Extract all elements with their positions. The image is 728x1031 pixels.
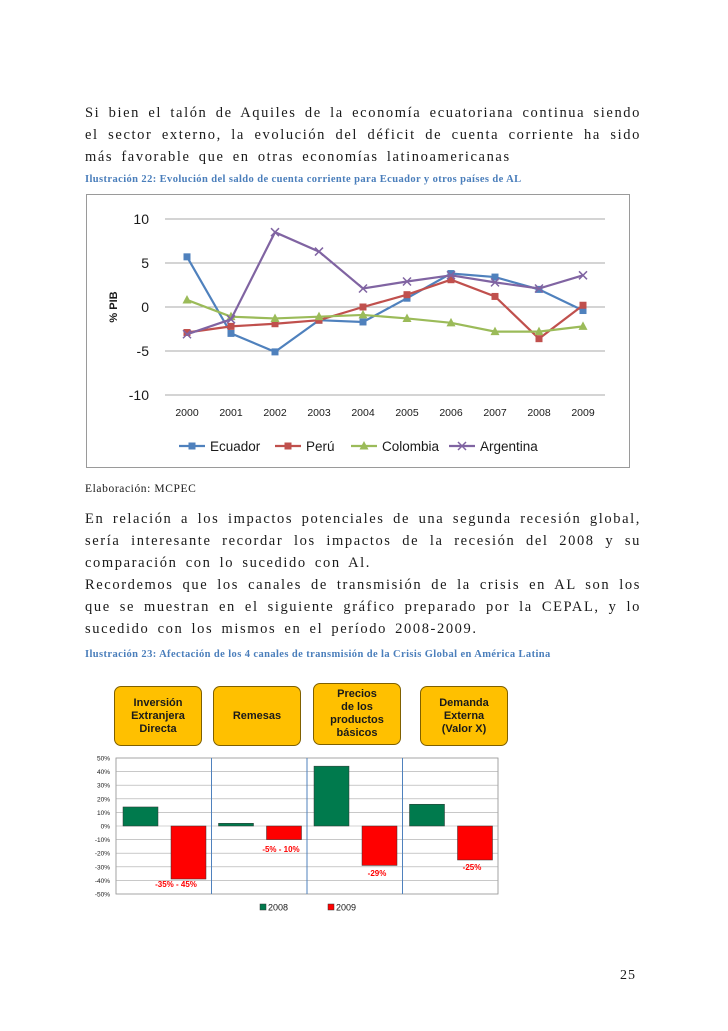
- bar-2009: [458, 826, 493, 860]
- bar-annotation: -25%: [462, 863, 482, 872]
- y-tick-label: -10%: [94, 837, 110, 845]
- series-line-colombia: [187, 300, 583, 332]
- bar-2008: [314, 766, 349, 826]
- data-point: [536, 335, 543, 342]
- legend-label: 2008: [268, 902, 289, 913]
- channel-box-fdi: Inversión Extranjera Directa: [114, 686, 202, 746]
- x-tick-label: 2009: [571, 407, 595, 419]
- bar-2008: [410, 804, 445, 826]
- y-tick-label: 30%: [96, 782, 110, 790]
- y-tick-label: 5: [141, 255, 149, 271]
- figure-22-caption: Ilustración 22: Evolución del saldo de cuenta corriente para Ecuador y otros países de AL: [85, 174, 522, 185]
- x-tick-label: 2006: [439, 407, 463, 419]
- x-tick-label: 2001: [219, 407, 243, 419]
- y-tick-label: 0%: [100, 823, 110, 831]
- x-tick-label: 2003: [307, 407, 331, 419]
- legend-label: Ecuador: [210, 439, 261, 454]
- data-point: [360, 318, 367, 325]
- y-tick-label: 10%: [96, 809, 110, 817]
- data-point: [189, 443, 196, 450]
- data-point: [184, 253, 191, 260]
- legend-swatch: [328, 904, 334, 910]
- channel-box-external-demand: Demanda Externa (Valor X): [420, 686, 508, 746]
- data-point: [183, 295, 192, 304]
- bar-2009: [171, 826, 206, 879]
- legend-label: 2009: [336, 902, 357, 913]
- series-line-argentina: [187, 232, 583, 334]
- data-point: [579, 321, 588, 330]
- recession-paragraph: En relación a los impactos potenciales de una segunda recesión global, sería interesante recordar los impactos de la recesión del 2008 y su comparación con lo sucedido con Al.: [85, 511, 641, 571]
- bar-2008: [123, 807, 158, 826]
- legend-label: Perú: [306, 439, 335, 454]
- data-point: [271, 228, 279, 236]
- channel-box-remittances: Remesas: [213, 686, 301, 746]
- legend-swatch: [260, 904, 266, 910]
- bar-2009: [267, 826, 302, 840]
- y-tick-label: -30%: [94, 864, 110, 872]
- y-tick-label: -10: [128, 387, 149, 403]
- data-point: [315, 248, 323, 256]
- bar-annotation: -35% - 45%: [155, 880, 197, 889]
- y-tick-label: -50%: [94, 891, 110, 899]
- current-account-line-chart: [87, 195, 629, 467]
- data-point: [360, 304, 367, 311]
- intro-paragraph: Si bien el talón de Aquiles de la economía ecuatoriana continua siendo el sector externo, la evolución del déficit de cuenta corriente ha sido más favorable que en otras economías latinoamericanas: [85, 105, 641, 165]
- channel-box-commodity-prices: Precios de los productos básicos: [313, 683, 401, 745]
- x-tick-label: 2005: [395, 407, 419, 419]
- x-tick-label: 2000: [175, 407, 199, 419]
- bar-annotation: -5% - 10%: [262, 845, 300, 854]
- data-point: [228, 323, 235, 330]
- y-tick-label: -5: [136, 343, 149, 359]
- transmission-paragraph: Recordemos que los canales de transmisión de la crisis en AL son los que se muestran en el siguiente gráfico preparado por la CEPAL, y lo sucedido con los mismos en el período 2008-2009.: [85, 577, 641, 637]
- data-point: [272, 348, 279, 355]
- data-point: [404, 291, 411, 298]
- x-tick-label: 2007: [483, 407, 507, 419]
- y-tick-label: 50%: [96, 755, 110, 763]
- y-tick-label: 20%: [96, 796, 110, 804]
- data-point: [580, 302, 587, 309]
- x-tick-label: 2002: [263, 407, 287, 419]
- page-number: 25: [620, 968, 636, 983]
- series-line-ecuador: [187, 257, 583, 352]
- y-tick-label: 40%: [96, 769, 110, 777]
- y-tick-label: 10: [133, 211, 149, 227]
- x-tick-label: 2008: [527, 407, 551, 419]
- data-point: [492, 293, 499, 300]
- y-tick-label: 0: [141, 299, 149, 315]
- bar-2009: [362, 826, 397, 865]
- source-note: Elaboración: MCPEC: [85, 483, 197, 495]
- legend-label: Argentina: [480, 439, 538, 454]
- y-axis-label: % PIB: [108, 291, 120, 323]
- bar-2008: [219, 823, 254, 826]
- x-tick-label: 2004: [351, 407, 375, 419]
- y-tick-label: -40%: [94, 877, 110, 885]
- y-tick-label: -20%: [94, 850, 110, 858]
- bar-annotation: -29%: [367, 869, 387, 878]
- data-point: [228, 330, 235, 337]
- data-point: [285, 443, 292, 450]
- figure-23-caption: Ilustración 23: Afectación de los 4 canales de transmisión de la Crisis Global en América Latina: [85, 649, 551, 660]
- current-account-chart: [86, 194, 630, 468]
- transmission-channels-bar-chart: [80, 749, 580, 924]
- legend-label: Colombia: [382, 439, 440, 454]
